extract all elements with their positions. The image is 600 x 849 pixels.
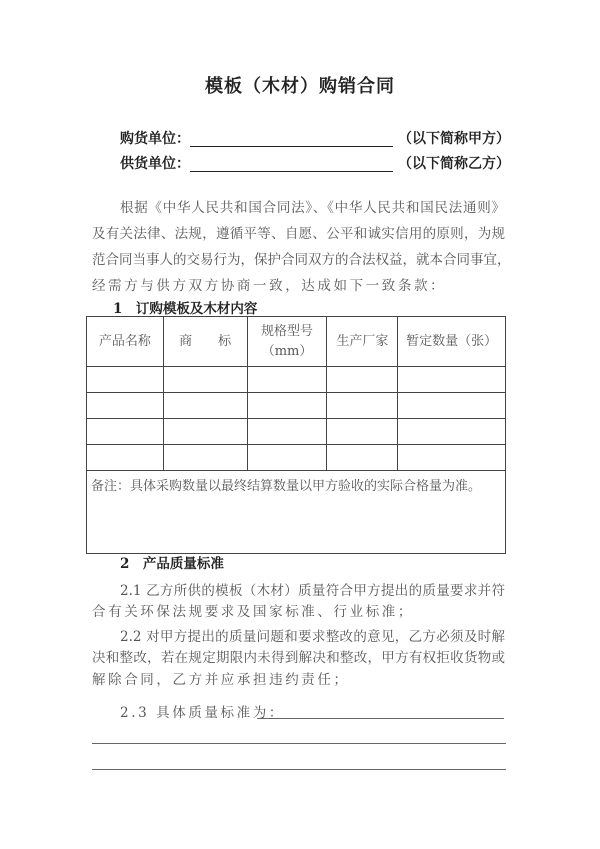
clause-line: 解除合同，乙方并应承担违约责任；	[92, 672, 350, 688]
table-cell[interactable]	[247, 419, 327, 445]
buyer-suffix: （以下简称甲方）	[398, 131, 510, 147]
table-cell[interactable]	[247, 445, 327, 471]
clause-line: 合有关环保法规要求及国家标准、行业标准；	[92, 604, 414, 620]
table-cell[interactable]	[87, 393, 164, 419]
standard-input-line[interactable]	[257, 718, 504, 719]
column-header-label: 规格型号	[261, 323, 314, 339]
clause-line: 2.1 乙方所供的模板（木材）质量符合甲方提出的质量要求并符	[120, 583, 505, 599]
table-row	[87, 393, 506, 419]
table-cell[interactable]	[398, 419, 506, 445]
column-header	[247, 317, 327, 367]
column-header: 商 标	[163, 317, 247, 367]
seller-label: 供货单位：	[120, 156, 190, 172]
clause-line: 2.2 对甲方提出的质量问题和要求整改的意见，乙方必须及时解	[120, 629, 505, 645]
column-header-unit: （mm）	[261, 343, 313, 359]
table-cell[interactable]	[163, 419, 247, 445]
column-header: 暂定数量（张）	[398, 317, 506, 367]
buyer-input-line[interactable]	[190, 146, 393, 147]
table-cell[interactable]	[87, 367, 164, 393]
table-row	[87, 367, 506, 393]
seller-input-line[interactable]	[190, 171, 393, 172]
remark-row	[87, 471, 506, 554]
document-title: 模板（木材）购销合同	[205, 76, 395, 97]
table-cell[interactable]	[247, 367, 327, 393]
table-cell[interactable]	[398, 393, 506, 419]
table-cell[interactable]	[398, 367, 506, 393]
table-cell[interactable]	[87, 419, 164, 445]
table-cell[interactable]	[327, 393, 398, 419]
column-header: 产品名称	[87, 317, 164, 367]
buyer-label: 购货单位：	[120, 131, 190, 147]
table-cell[interactable]	[163, 445, 247, 471]
table-cell[interactable]	[327, 445, 398, 471]
table-cell[interactable]	[163, 393, 247, 419]
intro-line: 范合同当事人的交易行为，保护合同双方的合法权益，就本合同事宜，	[92, 252, 511, 268]
intro-line: 及有关法律、法规，遵循平等、自愿、公平和诚实信用的原则，为规	[92, 226, 505, 242]
remark-text: 备注：具体采购数量以最终结算数量以甲方验收的实际合格量为准。	[87, 471, 506, 554]
table-row	[87, 445, 506, 471]
standard-input-line[interactable]	[92, 743, 506, 744]
table-cell[interactable]	[327, 419, 398, 445]
section2-heading: 2 产品质量标准	[120, 556, 224, 572]
table-cell[interactable]	[87, 445, 164, 471]
clause-line: 2.3 具体质量标准为：	[120, 705, 285, 721]
column-header: 生产厂家	[327, 317, 398, 367]
intro-line: 根据《中华人民共和国合同法》、《中华人民共和国民法通则》	[120, 200, 505, 216]
table-cell[interactable]	[163, 367, 247, 393]
table-cell[interactable]	[247, 393, 327, 419]
table-header-row	[87, 317, 506, 367]
table-cell[interactable]	[327, 367, 398, 393]
intro-line: 经需方与供方双方协商一致，达成如下一致条款：	[92, 278, 447, 294]
standard-input-line[interactable]	[92, 769, 506, 770]
clause-line: 决和整改，若在规定期限内未得到解决和整改，甲方有权拒收货物或	[92, 650, 505, 666]
table-cell[interactable]	[398, 445, 506, 471]
table-row	[87, 419, 506, 445]
order-table	[86, 316, 506, 554]
seller-suffix: （以下简称乙方）	[398, 156, 510, 172]
section1-heading: 1 订购模板及木材内容	[113, 301, 258, 317]
